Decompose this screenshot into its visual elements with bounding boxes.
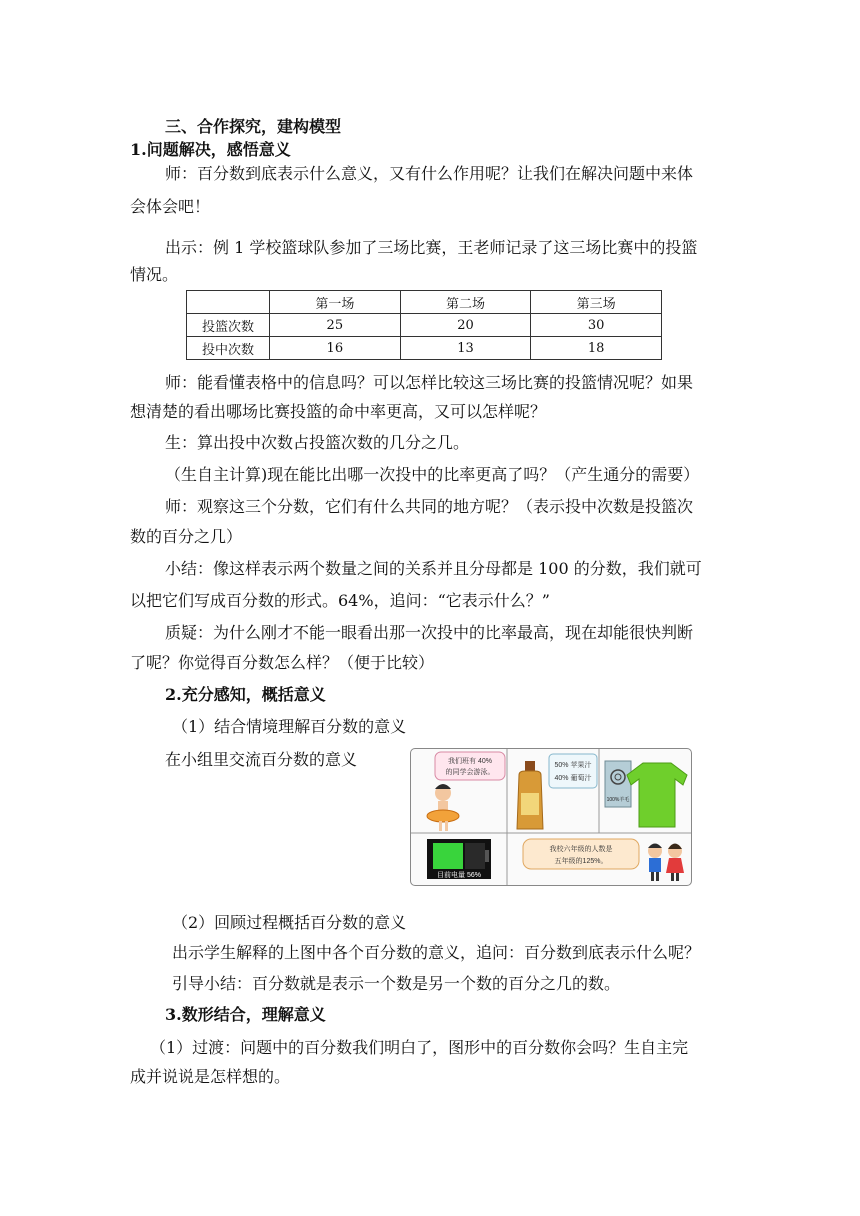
swim-bubble-line-2: 的同学会游泳。: [445, 769, 495, 776]
battery-panel: [427, 839, 491, 879]
table-cell: 20: [400, 314, 531, 337]
paragraph-line: 引导小结：百分数就是表示一个数是另一个数的百分之几的数。: [172, 974, 621, 993]
grade-ratio-panel: [523, 839, 684, 881]
wool-tag-label: 100%羊毛: [606, 797, 630, 803]
list-item: （1）结合情境理解百分数的意义: [172, 717, 407, 736]
paragraph-line: 出示：例 1 学校篮球队参加了三场比赛，王老师记录了这三场比赛中的投篮: [165, 238, 698, 257]
grade-bubble-line-1: 我校六年级的人数是: [549, 846, 613, 853]
subsection-title-2: 2.充分感知，概括意义: [165, 685, 326, 704]
table-header-cell: 第三场: [531, 291, 662, 314]
juice-bottle-panel: [517, 754, 597, 829]
juice-label-apple: 50% 苹果汁: [554, 762, 592, 769]
table-cell: 16: [270, 337, 401, 360]
illustration-svg: [411, 749, 691, 885]
paragraph-line: 以把它们写成百分数的形式。64%，追问：“它表示什么？”: [130, 591, 550, 610]
paragraph-line: 师：观察这三个分数，它们有什么共同的地方呢？（表示投中次数是投篮次: [165, 497, 694, 516]
paragraph-line: （1）过渡：问题中的百分数我们明白了，图形中的百分数你会吗？生自主完: [150, 1038, 689, 1057]
list-item: （2）回顾过程概括百分数的意义: [172, 913, 407, 932]
table-header-cell: 第二场: [400, 291, 531, 314]
paragraph-line: 了呢？你觉得百分数怎么样？（便于比较）: [130, 653, 435, 672]
table-cell: 投中次数: [187, 337, 270, 360]
paragraph-line: 质疑：为什么刚才不能一眼看出那一次投中的比率最高，现在却能很快判断: [165, 623, 694, 642]
swimming-girl-panel: [427, 752, 505, 831]
section-title: 三、合作探究，建构模型: [165, 117, 342, 136]
subsection-title-1: 1.问题解决，感悟意义: [130, 140, 291, 159]
paragraph-line: （生自主计算)现在能比出哪一次投中的比率更高了吗？（产生通分的需要）: [165, 465, 700, 484]
paragraph-line: 小结：像这样表示两个数量之间的关系并且分母都是 100 的分数，我们就可: [165, 559, 702, 578]
battery-label: 目前电量 56%: [437, 872, 481, 879]
table-cell: 13: [400, 337, 531, 360]
table-cell: 投篮次数: [187, 314, 270, 337]
paragraph-line: 数的百分之几）: [130, 527, 243, 546]
table-header-row: [187, 291, 662, 314]
paragraph-line: 会体会吧！: [130, 197, 211, 216]
paragraph-line: 师：能看懂表格中的信息吗？可以怎样比较这三场比赛的投篮情况呢？如果: [165, 373, 694, 392]
table-header-cell: 第一场: [270, 291, 401, 314]
table-row: [187, 314, 662, 337]
table-cell: [187, 291, 270, 314]
table-cell: 25: [270, 314, 401, 337]
paragraph-line: 师：百分数到底表示什么意义，又有什么作用呢？让我们在解决问题中来体: [165, 164, 694, 183]
paragraph-line: 想清楚的看出哪场比赛投篮的命中率更高，又可以怎样呢？: [130, 402, 547, 421]
paragraph-line: 在小组里交流百分数的意义: [165, 750, 358, 769]
table-cell: 18: [531, 337, 662, 360]
table-cell: 30: [531, 314, 662, 337]
wool-sweater-panel: [605, 761, 687, 827]
table-row: [187, 337, 662, 360]
swim-bubble-line-1: 我们班有 40%: [448, 758, 492, 765]
grade-bubble-line-2: 五年级的125%。: [554, 858, 608, 865]
paragraph-line: 成并说说是怎样想的。: [130, 1067, 291, 1086]
paragraph-line: 情况。: [130, 265, 179, 284]
shooting-table: [186, 290, 662, 360]
subsection-title-3: 3.数形结合，理解意义: [165, 1005, 326, 1024]
juice-label-grape: 40% 葡萄汁: [554, 775, 592, 782]
paragraph-line: 生：算出投中次数占投篮次数的几分之几。: [165, 433, 470, 452]
percent-situations-illustration: [410, 748, 692, 886]
paragraph-line: 出示学生解释的上图中各个百分数的意义，追问：百分数到底表示什么呢？: [172, 943, 701, 962]
